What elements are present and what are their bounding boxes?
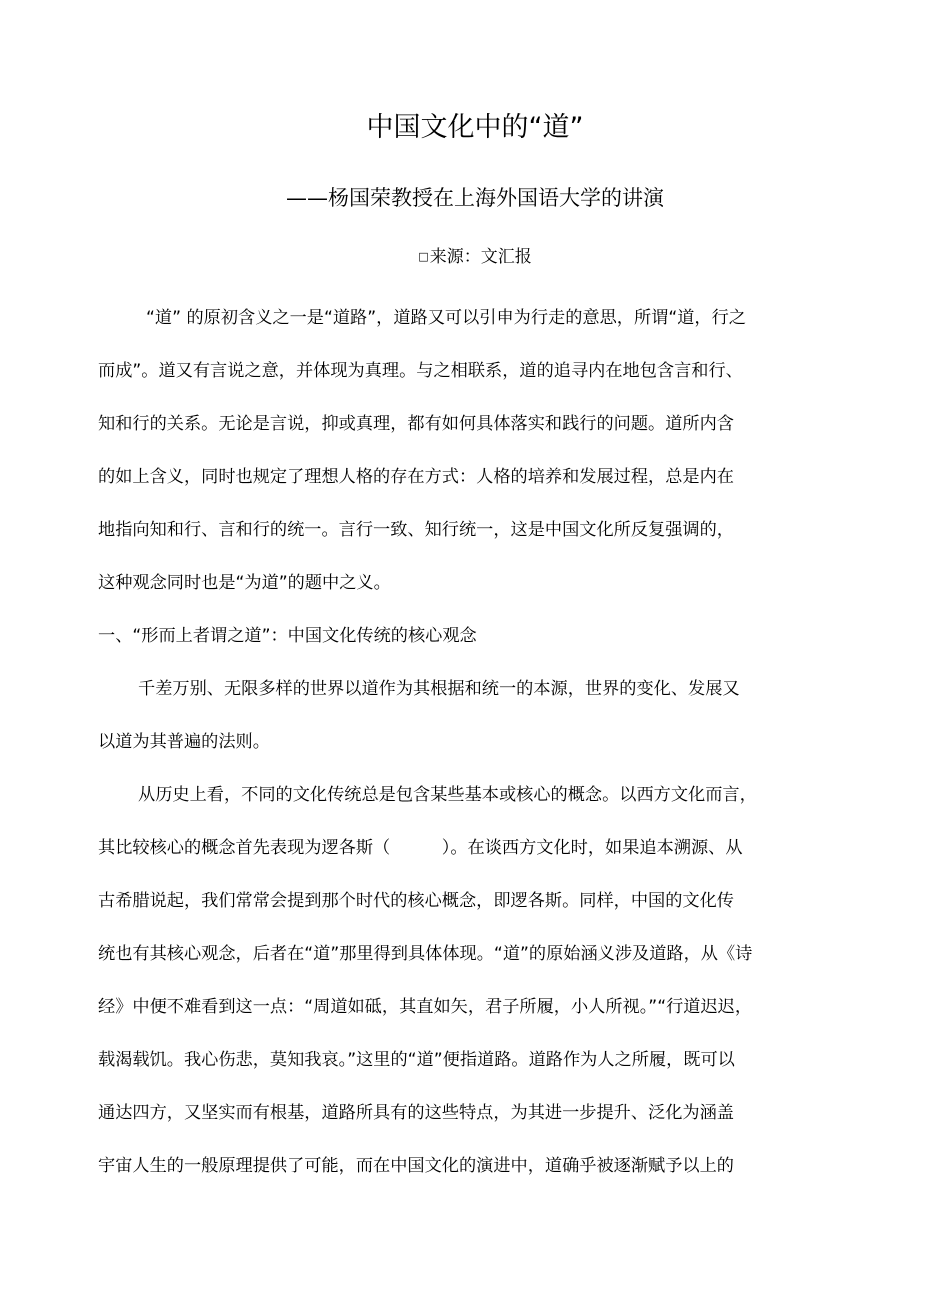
text-line: 千差万别、无限多样的世界以道作为其根据和统一的本源，世界的变化、发展又 <box>138 679 740 699</box>
text-line: 通达四方，又坚实而有根基，道路所具有的这些特点，为其进一步提升、泛化为涵盖 <box>98 1103 734 1123</box>
source-line <box>0 242 950 272</box>
document-subtitle: ——杨国荣教授在上海外国语大学的讲演 <box>286 186 664 210</box>
text-line: 载渴载饥。我心伤悲，莫知我哀。”这里的“道”便指道路。道路作为人之所履，既可以 <box>98 1050 735 1070</box>
source-text: 来源：文汇报 <box>429 247 532 267</box>
body-text <box>98 292 852 1193</box>
document-title: 中国文化中的“道” <box>366 112 584 143</box>
text-line: 宇宙人生的一般原理提供了可能，而在中国文化的演进中，道确乎被逐渐赋予以上的 <box>98 1156 734 1176</box>
text-line: 这种观念同时也是“为道”的题中之义。 <box>98 573 391 593</box>
text-line: 统也有其核心观念，后者在“道”那里得到具体体现。“道”的原始涵义涉及道路，从《诗 <box>98 944 753 964</box>
text-line: 而成”。道又有言说之意，并体现为真理。与之相联系，道的追寻内在地包含言和行、 <box>98 361 743 381</box>
text-line: 其比较核心的概念首先表现为逻各斯（ ）。在谈西方文化时，如果追本溯源、从 <box>98 838 743 858</box>
text-line: “道” 的原初含义之一是“道路”，道路又可以引申为行走的意思，所谓“道，行之 <box>146 308 746 328</box>
source-marker: □ <box>418 250 429 263</box>
text-line: 的如上含义，同时也规定了理想人格的存在方式：人格的培养和发展过程，总是内在 <box>98 467 734 487</box>
text-line: 知和行的关系。无论是言说，抑或真理，都有如何具体落实和践行的问题。道所内含 <box>98 414 734 434</box>
section-heading: 一、“形而上者谓之道”：中国文化传统的核心观念 <box>98 626 477 646</box>
text-line: 经》中便不难看到这一点：“周道如砥，其直如矢，君子所履，小人所视。”“行道迟迟， <box>98 997 753 1017</box>
text-line: 从历史上看，不同的文化传统总是包含某些基本或核心的概念。以西方文化而言， <box>138 785 757 805</box>
text-line: 古希腊说起，我们常常会提到那个时代的核心概念，即逻各斯。同样，中国的文化传 <box>98 891 734 911</box>
text-line: 地指向知和行、言和行的统一。言行一致、知行统一，这是中国文化所反复强调的， <box>98 520 734 540</box>
text-line: 以道为其普遍的法则。 <box>98 732 270 752</box>
